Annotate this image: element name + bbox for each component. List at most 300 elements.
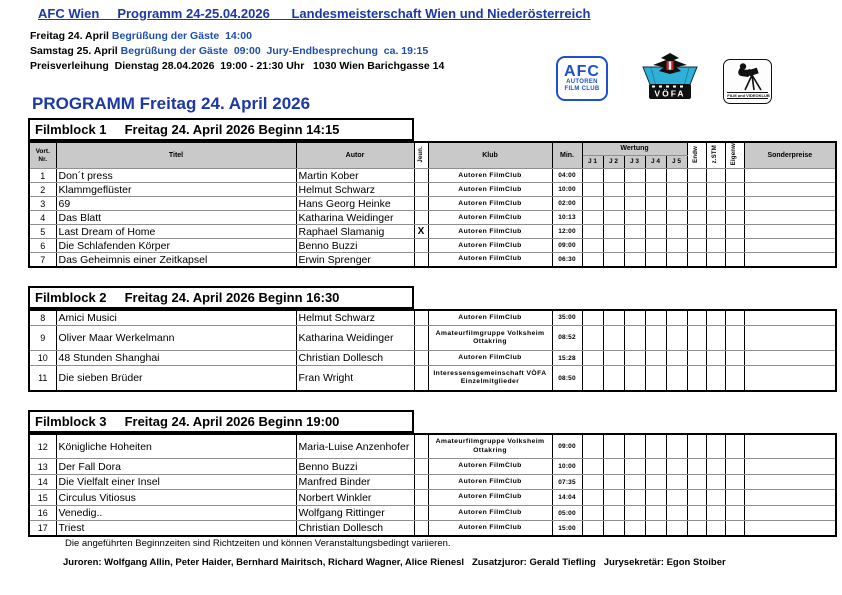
filmblock (28, 286, 835, 392)
cell-j2 (603, 434, 624, 459)
cell-min: 08:50 (552, 366, 582, 391)
page-title: AFC Wien Programm 24-25.04.2026 Landesmeisterschaft Wien und Niederösterreich (38, 6, 591, 21)
col-header-judge-1: J 1 (582, 155, 603, 168)
cell-klub: Autoren FilmClub (428, 253, 552, 267)
cell-zstm (706, 521, 725, 537)
cell-sonderpreise (744, 350, 836, 366)
cell-endw (687, 197, 706, 211)
cell-j5 (666, 474, 687, 490)
table-row (29, 490, 836, 506)
cell-j2 (603, 505, 624, 521)
cell-j4 (645, 366, 666, 391)
cell-vort-nr: 3 (29, 197, 56, 211)
table-row (29, 474, 836, 490)
cell-titel: Triest (56, 521, 296, 537)
table-row (29, 521, 836, 537)
cell-titel: Don´t press (56, 169, 296, 183)
blocks (28, 118, 835, 537)
cameraman-icon (728, 62, 768, 92)
cell-eigenw (725, 325, 744, 350)
cell-j2 (603, 490, 624, 506)
cell-j5 (666, 350, 687, 366)
cell-sonderpreise (744, 211, 836, 225)
cell-j2 (603, 459, 624, 475)
cell-j3 (624, 459, 645, 475)
cell-klub: Autoren FilmClub (428, 183, 552, 197)
cell-j1 (582, 505, 603, 521)
cell-j2 (603, 197, 624, 211)
cell-j1 (582, 239, 603, 253)
cell-titel: Oliver Maar Werkelmann (56, 325, 296, 350)
table-row (29, 169, 836, 183)
cell-zstm (706, 310, 725, 326)
filmblock-title: Filmblock 3 Freitag 24. April 2026 Beginn 19:00 (28, 410, 414, 433)
col-header-klub: Klub (428, 142, 552, 169)
cell-min: 10:00 (552, 459, 582, 475)
cell-j2 (603, 183, 624, 197)
film-videoklub-logo (723, 59, 772, 104)
cell-zstm (706, 459, 725, 475)
cell-zstm (706, 366, 725, 391)
table-row (29, 310, 836, 326)
cell-jeun (414, 490, 428, 506)
cell-zstm (706, 225, 725, 239)
cell-jeun (414, 505, 428, 521)
cell-j1 (582, 225, 603, 239)
cell-j2 (603, 350, 624, 366)
col-header-judge-4: J 4 (645, 155, 666, 168)
cell-eigenw (725, 521, 744, 537)
cell-endw (687, 211, 706, 225)
cell-j4 (645, 459, 666, 475)
cell-eigenw (725, 474, 744, 490)
filmblock (28, 118, 835, 268)
cell-j3 (624, 183, 645, 197)
info-line-friday: Freitag 24. April Begrüßung der Gäste 14:00 (30, 30, 252, 42)
cell-j1 (582, 350, 603, 366)
table-row (29, 225, 836, 239)
cell-klub: Autoren FilmClub (428, 350, 552, 366)
col-header-zstm: z.STM (706, 142, 725, 169)
cell-titel: 69 (56, 197, 296, 211)
cell-eigenw (725, 490, 744, 506)
footer-note: Die angeführten Beginnzeiten sind Richtzeiten und können Veranstaltungsbedingt variieren. (65, 538, 451, 549)
info-line-award: Preisverleihung Dienstag 28.04.2026 19:00 - 21:30 Uhr 1030 Wien Barichgasse 14 (30, 60, 445, 72)
cell-jeun (414, 211, 428, 225)
cell-zstm (706, 253, 725, 267)
cell-jeun: X (414, 225, 428, 239)
cell-j5 (666, 521, 687, 537)
cell-j3 (624, 325, 645, 350)
cell-j3 (624, 169, 645, 183)
cell-eigenw (725, 310, 744, 326)
info-line-saturday: Samstag 25. April Begrüßung der Gäste 09:00 Jury-Endbesprechung ca. 19:15 (30, 45, 429, 57)
afc-logo-text: AFC (564, 63, 600, 80)
cell-titel: Die Schlafenden Körper (56, 239, 296, 253)
table-row (29, 183, 836, 197)
cell-j5 (666, 211, 687, 225)
cell-j3 (624, 197, 645, 211)
cell-vort-nr: 9 (29, 325, 56, 350)
cell-eigenw (725, 253, 744, 267)
cell-sonderpreise (744, 366, 836, 391)
cell-autor: Manfred Binder (296, 474, 414, 490)
table-row (29, 366, 836, 391)
cell-j2 (603, 521, 624, 537)
cell-j3 (624, 239, 645, 253)
cell-endw (687, 366, 706, 391)
col-header-jeun: Jeun. (414, 142, 428, 169)
cell-min: 06:30 (552, 253, 582, 267)
cell-j4 (645, 505, 666, 521)
cell-sonderpreise (744, 325, 836, 350)
cell-sonderpreise (744, 490, 836, 506)
cell-klub: Amateurfilmgruppe Volksheim Ottakring (428, 325, 552, 350)
cell-klub: Autoren FilmClub (428, 169, 552, 183)
cell-eigenw (725, 459, 744, 475)
cell-jeun (414, 434, 428, 459)
cell-min: 04:00 (552, 169, 582, 183)
cell-jeun (414, 474, 428, 490)
col-header-judge-3: J 3 (624, 155, 645, 168)
cell-vort-nr: 15 (29, 490, 56, 506)
cell-min: 15:00 (552, 521, 582, 537)
cell-j3 (624, 253, 645, 267)
cell-jeun (414, 183, 428, 197)
cell-j4 (645, 474, 666, 490)
cell-sonderpreise (744, 183, 836, 197)
cell-min: 10:00 (552, 183, 582, 197)
filmblock-title: Filmblock 1 Freitag 24. April 2026 Beginn 14:15 (28, 118, 414, 141)
afc-logo: AFC AUTOREN FILM CLUB (556, 56, 608, 101)
cell-klub: Autoren FilmClub (428, 310, 552, 326)
cell-sonderpreise (744, 310, 836, 326)
cell-j1 (582, 310, 603, 326)
cell-jeun (414, 350, 428, 366)
cell-j1 (582, 197, 603, 211)
cell-autor: Benno Buzzi (296, 239, 414, 253)
cell-min: 15:28 (552, 350, 582, 366)
cell-j2 (603, 169, 624, 183)
cell-vort-nr: 12 (29, 434, 56, 459)
cell-zstm (706, 211, 725, 225)
cell-j2 (603, 366, 624, 391)
cell-vort-nr: 6 (29, 239, 56, 253)
cell-autor: Erwin Sprenger (296, 253, 414, 267)
cell-titel: Das Geheimnis einer Zeitkapsel (56, 253, 296, 267)
cell-vort-nr: 8 (29, 310, 56, 326)
cell-min: 10:13 (552, 211, 582, 225)
col-header-wertung: Wertung (582, 142, 687, 155)
cell-j3 (624, 490, 645, 506)
col-header-titel: Titel (56, 142, 296, 169)
table-row (29, 197, 836, 211)
cell-titel: Circulus Vitiosus (56, 490, 296, 506)
col-header-endw: Endw (687, 142, 706, 169)
program-heading: PROGRAMM Freitag 24. April 2026 (32, 94, 311, 113)
cell-j5 (666, 505, 687, 521)
cell-j2 (603, 225, 624, 239)
cell-j4 (645, 350, 666, 366)
cell-eigenw (725, 169, 744, 183)
cell-autor: Martin Kober (296, 169, 414, 183)
filmblock (28, 410, 835, 538)
cell-zstm (706, 350, 725, 366)
cell-autor: Hans Georg Heinke (296, 197, 414, 211)
cell-titel: Die Vielfalt einer Insel (56, 474, 296, 490)
cell-autor: Raphael Slamanig (296, 225, 414, 239)
cell-jeun (414, 325, 428, 350)
cell-j5 (666, 253, 687, 267)
cell-j1 (582, 521, 603, 537)
cell-jeun (414, 310, 428, 326)
cell-klub: Autoren FilmClub (428, 490, 552, 506)
cell-endw (687, 350, 706, 366)
cell-endw (687, 183, 706, 197)
cell-vort-nr: 7 (29, 253, 56, 267)
col-header-autor: Autor (296, 142, 414, 169)
table-row (29, 253, 836, 267)
cell-vort-nr: 11 (29, 366, 56, 391)
cell-endw (687, 474, 706, 490)
footer-jury: Juroren: Wolfgang Allin, Peter Haider, Bernhard Mairitsch, Richard Wagner, Alice Rienesl Zusatzjuror: Gerald Tiefling Jurysekretär: Egon Stoiber (63, 557, 726, 568)
cell-j5 (666, 197, 687, 211)
cell-j5 (666, 310, 687, 326)
cell-titel: Königliche Hoheiten (56, 434, 296, 459)
cell-sonderpreise (744, 474, 836, 490)
cell-vort-nr: 4 (29, 211, 56, 225)
program-table (28, 141, 837, 268)
cell-j3 (624, 505, 645, 521)
col-header-vort-nr: Vort. Nr. (29, 142, 56, 169)
cell-eigenw (725, 505, 744, 521)
cell-vort-nr: 17 (29, 521, 56, 537)
cell-zstm (706, 474, 725, 490)
cell-j1 (582, 366, 603, 391)
table-row (29, 325, 836, 350)
cell-eigenw (725, 434, 744, 459)
cell-sonderpreise (744, 239, 836, 253)
cell-j4 (645, 169, 666, 183)
cell-vort-nr: 14 (29, 474, 56, 490)
cell-sonderpreise (744, 459, 836, 475)
cell-titel: Das Blatt (56, 211, 296, 225)
cell-autor: Christian Dollesch (296, 350, 414, 366)
cell-sonderpreise (744, 505, 836, 521)
cell-min: 09:00 (552, 239, 582, 253)
cell-endw (687, 490, 706, 506)
cell-autor: Katharina Weidinger (296, 325, 414, 350)
cell-klub: Autoren FilmClub (428, 225, 552, 239)
cell-endw (687, 521, 706, 537)
cell-jeun (414, 459, 428, 475)
cell-eigenw (725, 239, 744, 253)
cell-klub: Autoren FilmClub (428, 521, 552, 537)
cell-titel: 48 Stunden Shanghai (56, 350, 296, 366)
voefa-eagle-icon (637, 51, 703, 101)
cell-endw (687, 253, 706, 267)
cell-j5 (666, 366, 687, 391)
cell-endw (687, 434, 706, 459)
cell-eigenw (725, 197, 744, 211)
cell-j3 (624, 434, 645, 459)
cell-endw (687, 239, 706, 253)
cell-sonderpreise (744, 253, 836, 267)
cell-jeun (414, 169, 428, 183)
cell-j1 (582, 253, 603, 267)
cell-j5 (666, 434, 687, 459)
film-videoklub-caption: FILM und VIDEOKLUB (727, 93, 770, 98)
cell-zstm (706, 325, 725, 350)
table-row (29, 211, 836, 225)
voefa-logo (637, 51, 703, 101)
cell-j3 (624, 225, 645, 239)
table-row (29, 350, 836, 366)
cell-min: 12:00 (552, 225, 582, 239)
cell-j5 (666, 169, 687, 183)
cell-min: 35:00 (552, 310, 582, 326)
cell-j4 (645, 434, 666, 459)
cell-zstm (706, 434, 725, 459)
cell-eigenw (725, 211, 744, 225)
voefa-logo-text: VÖFA (654, 88, 686, 99)
cell-j2 (603, 325, 624, 350)
cell-autor: Benno Buzzi (296, 459, 414, 475)
cell-klub: Autoren FilmClub (428, 474, 552, 490)
cell-min: 08:52 (552, 325, 582, 350)
cell-j1 (582, 459, 603, 475)
cell-endw (687, 459, 706, 475)
cell-titel: Der Fall Dora (56, 459, 296, 475)
cell-autor: Maria-Luise Anzenhofer (296, 434, 414, 459)
cell-klub: Autoren FilmClub (428, 211, 552, 225)
cell-j4 (645, 253, 666, 267)
cell-j2 (603, 310, 624, 326)
cell-j5 (666, 183, 687, 197)
cell-endw (687, 325, 706, 350)
cell-klub: Autoren FilmClub (428, 239, 552, 253)
cell-vort-nr: 5 (29, 225, 56, 239)
cell-zstm (706, 169, 725, 183)
cell-eigenw (725, 183, 744, 197)
cell-min: 05:00 (552, 505, 582, 521)
cell-j4 (645, 310, 666, 326)
cell-zstm (706, 505, 725, 521)
cell-j3 (624, 310, 645, 326)
cell-zstm (706, 197, 725, 211)
cell-eigenw (725, 225, 744, 239)
cell-autor: Christian Dollesch (296, 521, 414, 537)
cell-autor: Norbert Winkler (296, 490, 414, 506)
cell-j1 (582, 474, 603, 490)
col-header-sonderpreise: Sonderpreise (744, 142, 836, 169)
cell-j3 (624, 350, 645, 366)
program-table (28, 309, 837, 392)
cell-klub: Autoren FilmClub (428, 459, 552, 475)
cell-j2 (603, 474, 624, 490)
cell-jeun (414, 253, 428, 267)
cell-j2 (603, 239, 624, 253)
cell-min: 07:35 (552, 474, 582, 490)
cell-j4 (645, 183, 666, 197)
cell-sonderpreise (744, 169, 836, 183)
cell-j1 (582, 490, 603, 506)
cell-j1 (582, 211, 603, 225)
cell-vort-nr: 2 (29, 183, 56, 197)
cell-j5 (666, 325, 687, 350)
cell-zstm (706, 239, 725, 253)
cell-j3 (624, 521, 645, 537)
cell-zstm (706, 183, 725, 197)
cell-endw (687, 225, 706, 239)
cell-endw (687, 169, 706, 183)
cell-autor: Katharina Weidinger (296, 211, 414, 225)
cell-j1 (582, 169, 603, 183)
cell-j5 (666, 490, 687, 506)
cell-autor: Helmut Schwarz (296, 183, 414, 197)
cell-eigenw (725, 350, 744, 366)
cell-klub: Autoren FilmClub (428, 197, 552, 211)
cell-vort-nr: 16 (29, 505, 56, 521)
cell-vort-nr: 1 (29, 169, 56, 183)
col-header-judge-2: J 2 (603, 155, 624, 168)
cell-autor: Wolfgang Rittinger (296, 505, 414, 521)
cell-vort-nr: 13 (29, 459, 56, 475)
filmblock-title: Filmblock 2 Freitag 24. April 2026 Beginn 16:30 (28, 286, 414, 309)
cell-jeun (414, 197, 428, 211)
cell-klub: Interessensgemeinschaft VÖFA Einzelmitglieder (428, 366, 552, 391)
cell-jeun (414, 239, 428, 253)
cell-j4 (645, 211, 666, 225)
cell-sonderpreise (744, 197, 836, 211)
col-header-eigenw: Eigenw (725, 142, 744, 169)
cell-sonderpreise (744, 225, 836, 239)
cell-j4 (645, 325, 666, 350)
cell-sonderpreise (744, 434, 836, 459)
cell-titel: Klammgeflüster (56, 183, 296, 197)
col-header-min: Min. (552, 142, 582, 169)
cell-min: 02:00 (552, 197, 582, 211)
cell-j2 (603, 211, 624, 225)
cell-zstm (706, 490, 725, 506)
cell-j2 (603, 253, 624, 267)
cell-jeun (414, 366, 428, 391)
cell-jeun (414, 521, 428, 537)
table-row (29, 459, 836, 475)
cell-titel: Amici Musici (56, 310, 296, 326)
event-info (30, 29, 444, 74)
cell-eigenw (725, 366, 744, 391)
col-header-judge-5: J 5 (666, 155, 687, 168)
cell-j1 (582, 434, 603, 459)
cell-klub: Autoren FilmClub (428, 505, 552, 521)
cell-titel: Last Dream of Home (56, 225, 296, 239)
table-row (29, 434, 836, 459)
table-row (29, 505, 836, 521)
cell-j4 (645, 225, 666, 239)
cell-j3 (624, 474, 645, 490)
cell-sonderpreise (744, 521, 836, 537)
cell-autor: Fran Wright (296, 366, 414, 391)
cell-titel: Venedig.. (56, 505, 296, 521)
cell-vort-nr: 10 (29, 350, 56, 366)
cell-j5 (666, 459, 687, 475)
cell-j5 (666, 239, 687, 253)
cell-endw (687, 310, 706, 326)
cell-j5 (666, 225, 687, 239)
cell-min: 14:04 (552, 490, 582, 506)
cell-j1 (582, 325, 603, 350)
